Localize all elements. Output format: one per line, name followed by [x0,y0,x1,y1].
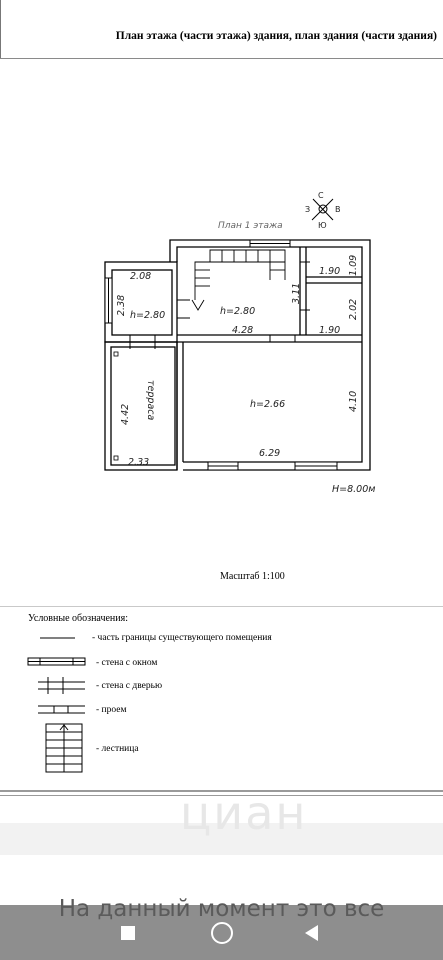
opening-symbol [38,706,85,713]
compass-east: В [335,205,341,214]
room-main-depth: 4.10 [348,390,359,412]
room-hall-depth: 3.11 [291,282,302,304]
window-wall-symbol [28,658,85,665]
legend-symbols [0,630,100,780]
room-wc-top-width: 1.90 [319,266,341,277]
legend-item-opening: - проем [96,705,127,715]
compass-north: С [318,191,324,200]
room-small-height: h=2.80 [130,310,166,321]
header-left-border [0,0,1,58]
divider [0,606,443,607]
room-hall-width: 4.28 [232,325,254,336]
compass-west: З [305,205,311,214]
terrace-width: 2.33 [128,457,150,468]
floor-label: План 1 этажа [218,221,283,231]
post-marker [114,352,118,356]
floor-plan [0,58,443,558]
stairs-symbol [46,724,82,772]
room-hall-height: h=2.80 [220,306,256,317]
room-main-width: 6.29 [259,448,281,459]
room-wc-bottom-width: 1.90 [319,325,341,336]
home-icon[interactable] [211,922,233,944]
terrace-name: терраса [145,380,156,421]
terrace-depth: 4.42 [120,403,131,425]
back-icon[interactable] [303,924,319,942]
legend-title: Условные обозначения: [28,613,129,624]
legend-item-door: - стена с дверью [96,681,163,691]
page-title: План этажа (части этажа) здания, план здания (части здания) [115,30,437,42]
legend-item-window: - стена с окном [96,658,158,668]
room-small-depth: 2.38 [116,294,127,316]
compass-south: Ю [318,221,327,230]
total-height: H=8.00м [332,484,376,495]
page-header [0,0,443,59]
watermark: циан [180,786,308,840]
recents-icon[interactable] [121,926,135,940]
legend-item-stairs: - лестница [96,744,139,754]
staircase [192,250,285,310]
room-main-height: h=2.66 [250,399,286,410]
room-wc-bottom-depth: 2.02 [348,298,359,320]
room-small-width: 2.08 [130,271,152,282]
legend-item-boundary: - часть границы существующего помещения [92,633,272,643]
end-of-content-toast: На данный момент это все [58,896,385,922]
post-marker [114,456,118,460]
scale-label: Масштаб 1:100 [220,571,285,582]
compass-rose [305,191,341,230]
door-wall-symbol [38,677,85,694]
room-wc-top-depth: 1.09 [348,254,359,276]
